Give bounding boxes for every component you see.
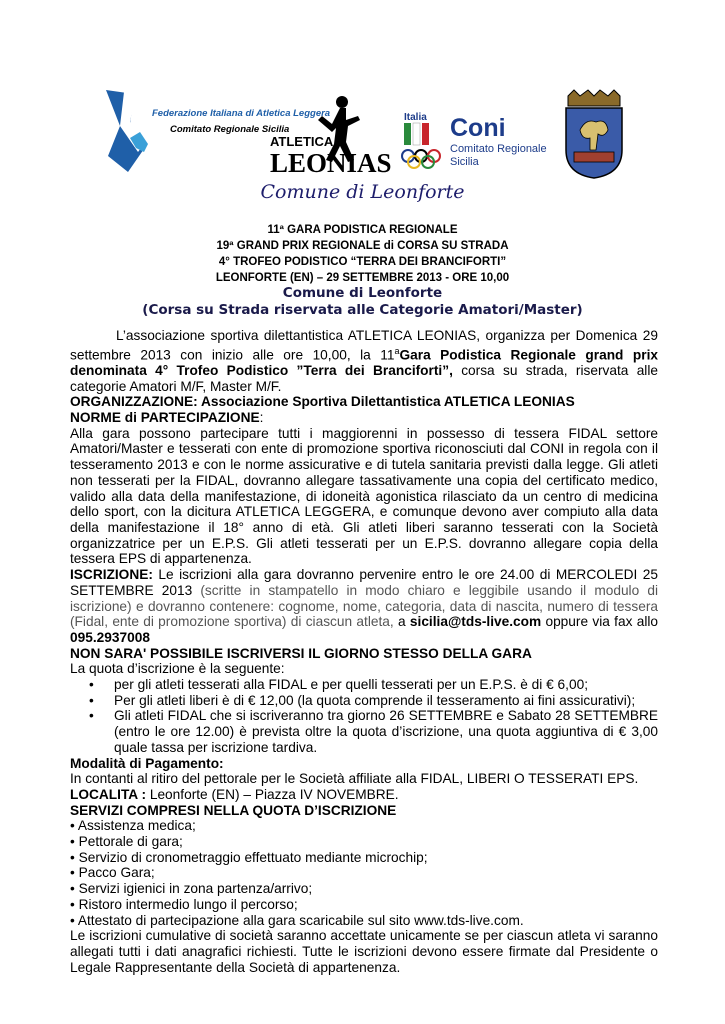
header-line-4: LEONFORTE (EN) – 29 SETTEMBRE 2013 - ORE 10,00 [215, 272, 510, 284]
coni-sub1: Comitato Regionale [450, 143, 547, 155]
iscrizione-text-2: a [393, 614, 410, 630]
pagamento-heading: Modalità di Pagamento: [70, 755, 224, 771]
bullet-icon: • [89, 692, 94, 708]
fidal-logo [100, 86, 331, 176]
coni-sub2: Sicilia [450, 156, 479, 168]
quota-item-text: Per gli atleti liberi è di € 12,00 (la quota comprende il tesseramento ai fini assicurativi); [114, 692, 636, 708]
localita-text: Leonforte (EN) – Piazza IV NOVEMBRE. [146, 786, 399, 802]
iscrizione-paragraph [70, 567, 658, 646]
norme-heading: NORME di PARTECIPAZIONE [70, 410, 260, 426]
norme-colon: : [259, 410, 264, 426]
servizi-item: • Pettorale di gara; [70, 834, 183, 850]
intro-sup: a [394, 345, 400, 356]
bullet-icon: • [89, 677, 94, 693]
header-line-3: 4° TROFEO PODISTICO “TERRA DEI BRANCIFORTI” [218, 256, 507, 268]
fidal-committee: Comitato Regionale Sicilia [170, 124, 290, 135]
quota-item-text: per gli atleti tesserati alla FIDAL e per quelli tesserati per un E.P.S. è di € 6,00; [114, 677, 588, 693]
event-header [70, 222, 655, 286]
pagamento-text: In contanti al ritiro del pettorale per le Società affiliate alla FIDAL, LIBERI O TESSERATI EPS. [70, 771, 639, 787]
servizi-item: • Pacco Gara; [70, 865, 155, 881]
quota-list [70, 677, 658, 756]
fidal-name: Federazione Italiana di Atletica Leggera [152, 108, 331, 119]
coni-country: Italia [404, 112, 427, 123]
header-line-1: 11ª GARA PODISTICA REGIONALE [267, 224, 458, 236]
category-subtitle: (Corsa su Strada riservata alle Categorie Amatori/Master) [142, 302, 583, 318]
coni-logo [400, 110, 570, 172]
servizi-heading: SERVIZI COMPRESI NELLA QUOTA D’ISCRIZIONE [70, 802, 397, 818]
coni-name: Coni [450, 114, 506, 142]
leonias-atletica: ATLETICA [270, 134, 334, 149]
comune-subheader [70, 285, 655, 319]
comune-heading: Comune di Leonforte [282, 285, 443, 301]
quota-item [70, 677, 658, 693]
iscrizione-note: (scritte in stampatello in modo chiaro e leggibile usando il modulo di iscrizione) e dovranno contenere: cognome, nome, categoria, data di nascita, numero di tessera (Fidal, ente di promozione sportiva) di ciascun atleta, [70, 582, 658, 630]
quota-item-text: Gli atleti FIDAL che si iscriveranno tra giorno 26 SETTEMBRE e Sabato 28 SETTEMBRE (entro le ore 12.00) è prevista oltre la quota d’iscrizione, una quota aggiuntiva di € 3,00 quale tassa per iscrizione tardiva. [114, 708, 658, 755]
quota-item [70, 693, 658, 709]
servizi-item: • Ristoro intermedio lungo il percorso; [70, 896, 298, 912]
intro-text-2: corsa su strada, riservata alle categorie Amatori M/F, Master M/F. [70, 362, 659, 394]
iscrizione-label: ISCRIZIONE: [70, 567, 153, 583]
header-line-2: 19ª GRAND PRIX REGIONALE di CORSA SU STRADA [216, 240, 509, 252]
intro-bold: Gara Podistica Regionale grand prix denominata 4° Trofeo Podistico ”Terra dei Branciforti”, [70, 347, 659, 378]
quota-item [70, 708, 658, 755]
iscrizione-email-link[interactable]: sicilia@tds-live.com [409, 614, 542, 630]
iscrizione-text-1: Le iscrizioni alla gara dovranno pervenire entro le ore 24.00 di MERCOLEDI 25 SETTEMBRE 2013 [70, 567, 658, 598]
atletica-leonias-logo [268, 94, 396, 176]
bullet-icon: • [89, 708, 94, 724]
norme-paragraph: Alla gara possono partecipare tutti i maggiorenni in possesso di tessera FIDAL settore Amatori/Master e tesserati con ente di promozione sportiva riconosciuti dal CONI in regola con il tesseramento 2013 e con le norme assicurative e di tutela sanitaria previsti dalla legge. Gli atleti non tesserati per la FIDAL, dovranno allegare tassativamente una copia del certificato medico, valido alla data della manifestazione, di idoneità agonistica rilasciato da un centro di medicina dello sport, con la dicitura ATLETICA LEGGERA, e comunque devono aver compiuto alla data della manifestazione il 18° anno di età. Gli atleti liberi saranno tesserati con la Società organizzatrice per un E.P.S. Gli atleti tesserati per un E.P.S. dovranno allegare copia della tessera EPS di appartenenza. [70, 425, 658, 567]
document-body [70, 328, 658, 975]
leonforte-crest-icon [562, 88, 626, 180]
servizi-item: • Servizio di cronometraggio effettuato mediante microchip; [70, 849, 428, 865]
iscrizione-fax: 095.2937008 [70, 629, 150, 645]
comune-title: Comune di Leonforte [260, 181, 465, 203]
non-possibile-line: NON SARA' POSSIBILE ISCRIVERSI IL GIORNO STESSO DELLA GARA [70, 645, 532, 661]
localita-line [70, 787, 658, 803]
servizi-item: • Attestato di partecipazione alla gara scaricabile sul sito www.tds-live.com. [70, 912, 524, 928]
intro-text-1: L’associazione sportiva dilettantistica ATLETICA LEONIAS, organizza per Domenica 29 settembre 2013 con inizio alle ore 10,00, la 11 [70, 328, 658, 363]
localita-label: LOCALITA : [70, 786, 147, 802]
quota-intro: La quota d’iscrizione è la seguente: [70, 661, 285, 677]
organizzazione-line: ORGANIZZAZIONE: Associazione Sportiva Dilettantistica ATLETICA LEONIAS [70, 394, 575, 410]
leonias-name: LEONIAS [270, 148, 392, 178]
servizi-item: • Assistenza medica; [70, 818, 196, 834]
iscrizione-text-3: oppure via fax allo [541, 614, 659, 630]
intro-paragraph [70, 328, 658, 394]
closing-paragraph: Le iscrizioni cumulative di società saranno accettate unicamente se per ciascun atleta vi saranno allegati tutti i dati anagrafici richiesti. Tutte le iscrizioni devono essere firmate dal Presidente o Legale Rappresentante della Società di appartenenza. [70, 928, 658, 975]
norme-heading-line [70, 410, 658, 426]
servizi-item: • Servizi igienici in zona partenza/arrivo; [70, 881, 313, 897]
